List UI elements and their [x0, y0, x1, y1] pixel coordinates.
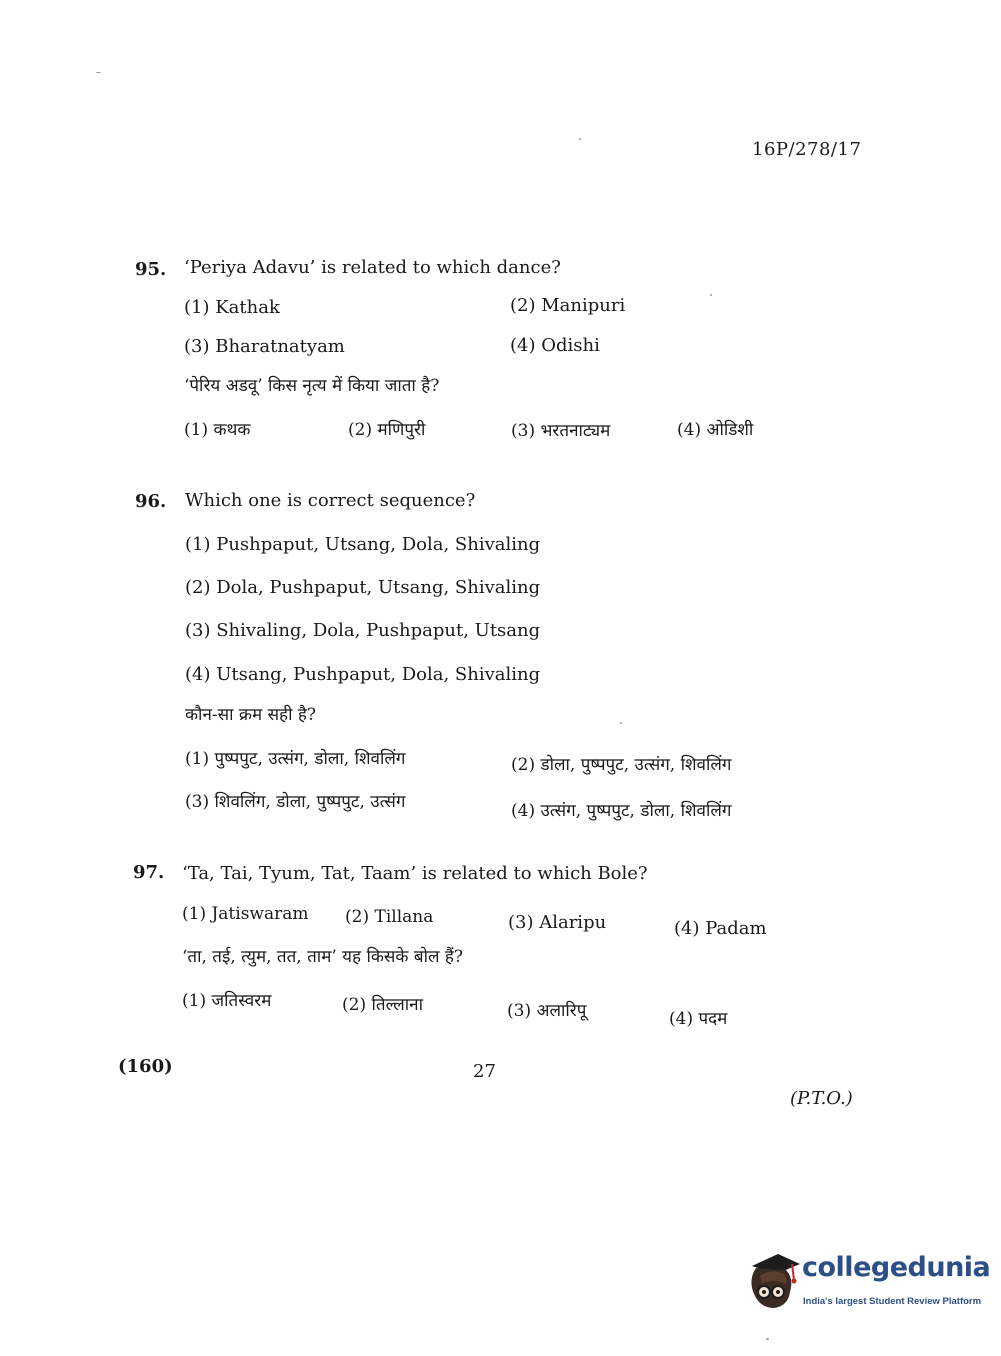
question-95-text-en: ‘Periya Adavu’ is related to which dance? [184, 257, 561, 278]
brand-tagline: India's largest Student Review Platform [803, 1296, 982, 1307]
question-96-option-3-hi: (3) शिवलिंग, डोला, पुष्पपुट, उत्संग [185, 792, 406, 812]
question-97-option-1-en: (1) Jatiswaram [182, 904, 309, 924]
paper-code: 16P/278/17 [752, 139, 862, 160]
question-95-text-hi: ‘पेरिय अडवू’ किस नृत्य में किया जाता है? [184, 376, 440, 396]
question-95-option-4-hi: (4) ओडिशी [677, 420, 754, 440]
question-95-number: 95. [135, 259, 167, 280]
question-97-option-2-en: (2) Tillana [345, 907, 434, 927]
question-96-option-4-hi: (4) उत्संग, पुष्पपुट, डोला, शिवलिंग [511, 801, 732, 821]
page-number: 27 [473, 1061, 496, 1082]
question-97-option-3-en: (3) Alaripu [508, 912, 607, 933]
scan-speck [620, 722, 622, 724]
question-96-option-1-hi: (1) पुष्पपुट, उत्संग, डोला, शिवलिंग [185, 749, 406, 769]
question-96-number: 96. [135, 491, 167, 512]
question-95-option-4-en: (4) Odishi [510, 335, 600, 356]
question-96-option-2-hi: (2) डोला, पुष्पपुट, उत्संग, शिवलिंग [511, 755, 732, 775]
question-96-option-3-en: (3) Shivaling, Dola, Pushpaput, Utsang [185, 620, 541, 641]
question-97-option-3-hi: (3) अलारिपू [507, 1001, 587, 1021]
question-96-option-1-en: (1) Pushpaput, Utsang, Dola, Shivaling [185, 534, 541, 555]
question-95-option-2-hi: (2) मणिपुरी [348, 420, 426, 440]
footer-code: (160) [118, 1056, 173, 1077]
question-97-text-hi: ‘ता, तई, त्युम, तत, ताम’ यह किसके बोल हैं? [182, 947, 464, 967]
question-95-option-1-hi: (1) कथक [184, 420, 251, 440]
question-97-number: 97. [133, 862, 165, 883]
question-97-text-en: ‘Ta, Tai, Tyum, Tat, Taam’ is related to which Bole? [182, 863, 648, 884]
question-96-option-4-en: (4) Utsang, Pushpaput, Dola, Shivaling [185, 664, 541, 685]
question-97-option-1-hi: (1) जतिस्वरम [182, 991, 272, 1011]
question-97-option-2-hi: (2) तिल्लाना [342, 995, 424, 1015]
scan-speck [710, 294, 712, 296]
question-95-option-2-en: (2) Manipuri [510, 295, 626, 316]
question-96-option-2-en: (2) Dola, Pushpaput, Utsang, Shivaling [185, 577, 541, 598]
scan-speck [579, 138, 581, 140]
scan-speck [766, 1338, 769, 1340]
question-95-option-3-en: (3) Bharatnatyam [184, 336, 345, 357]
question-97-option-4-hi: (4) पदम [669, 1009, 728, 1029]
question-96-text-en: Which one is correct sequence? [185, 490, 476, 511]
question-96-text-hi: कौन-सा क्रम सही है? [185, 705, 317, 725]
collegedunia-watermark [742, 1250, 991, 1320]
scan-speck [96, 72, 101, 73]
question-95-option-1-en: (1) Kathak [184, 297, 280, 318]
pto-note: (P.T.O.) [790, 1088, 853, 1109]
question-95-option-3-hi: (3) भरतनाट्यम [511, 421, 611, 441]
graduate-cap-avatar-icon [742, 1250, 800, 1314]
brand-name: collegedunia [802, 1252, 991, 1283]
question-97-option-4-en: (4) Padam [674, 918, 767, 939]
